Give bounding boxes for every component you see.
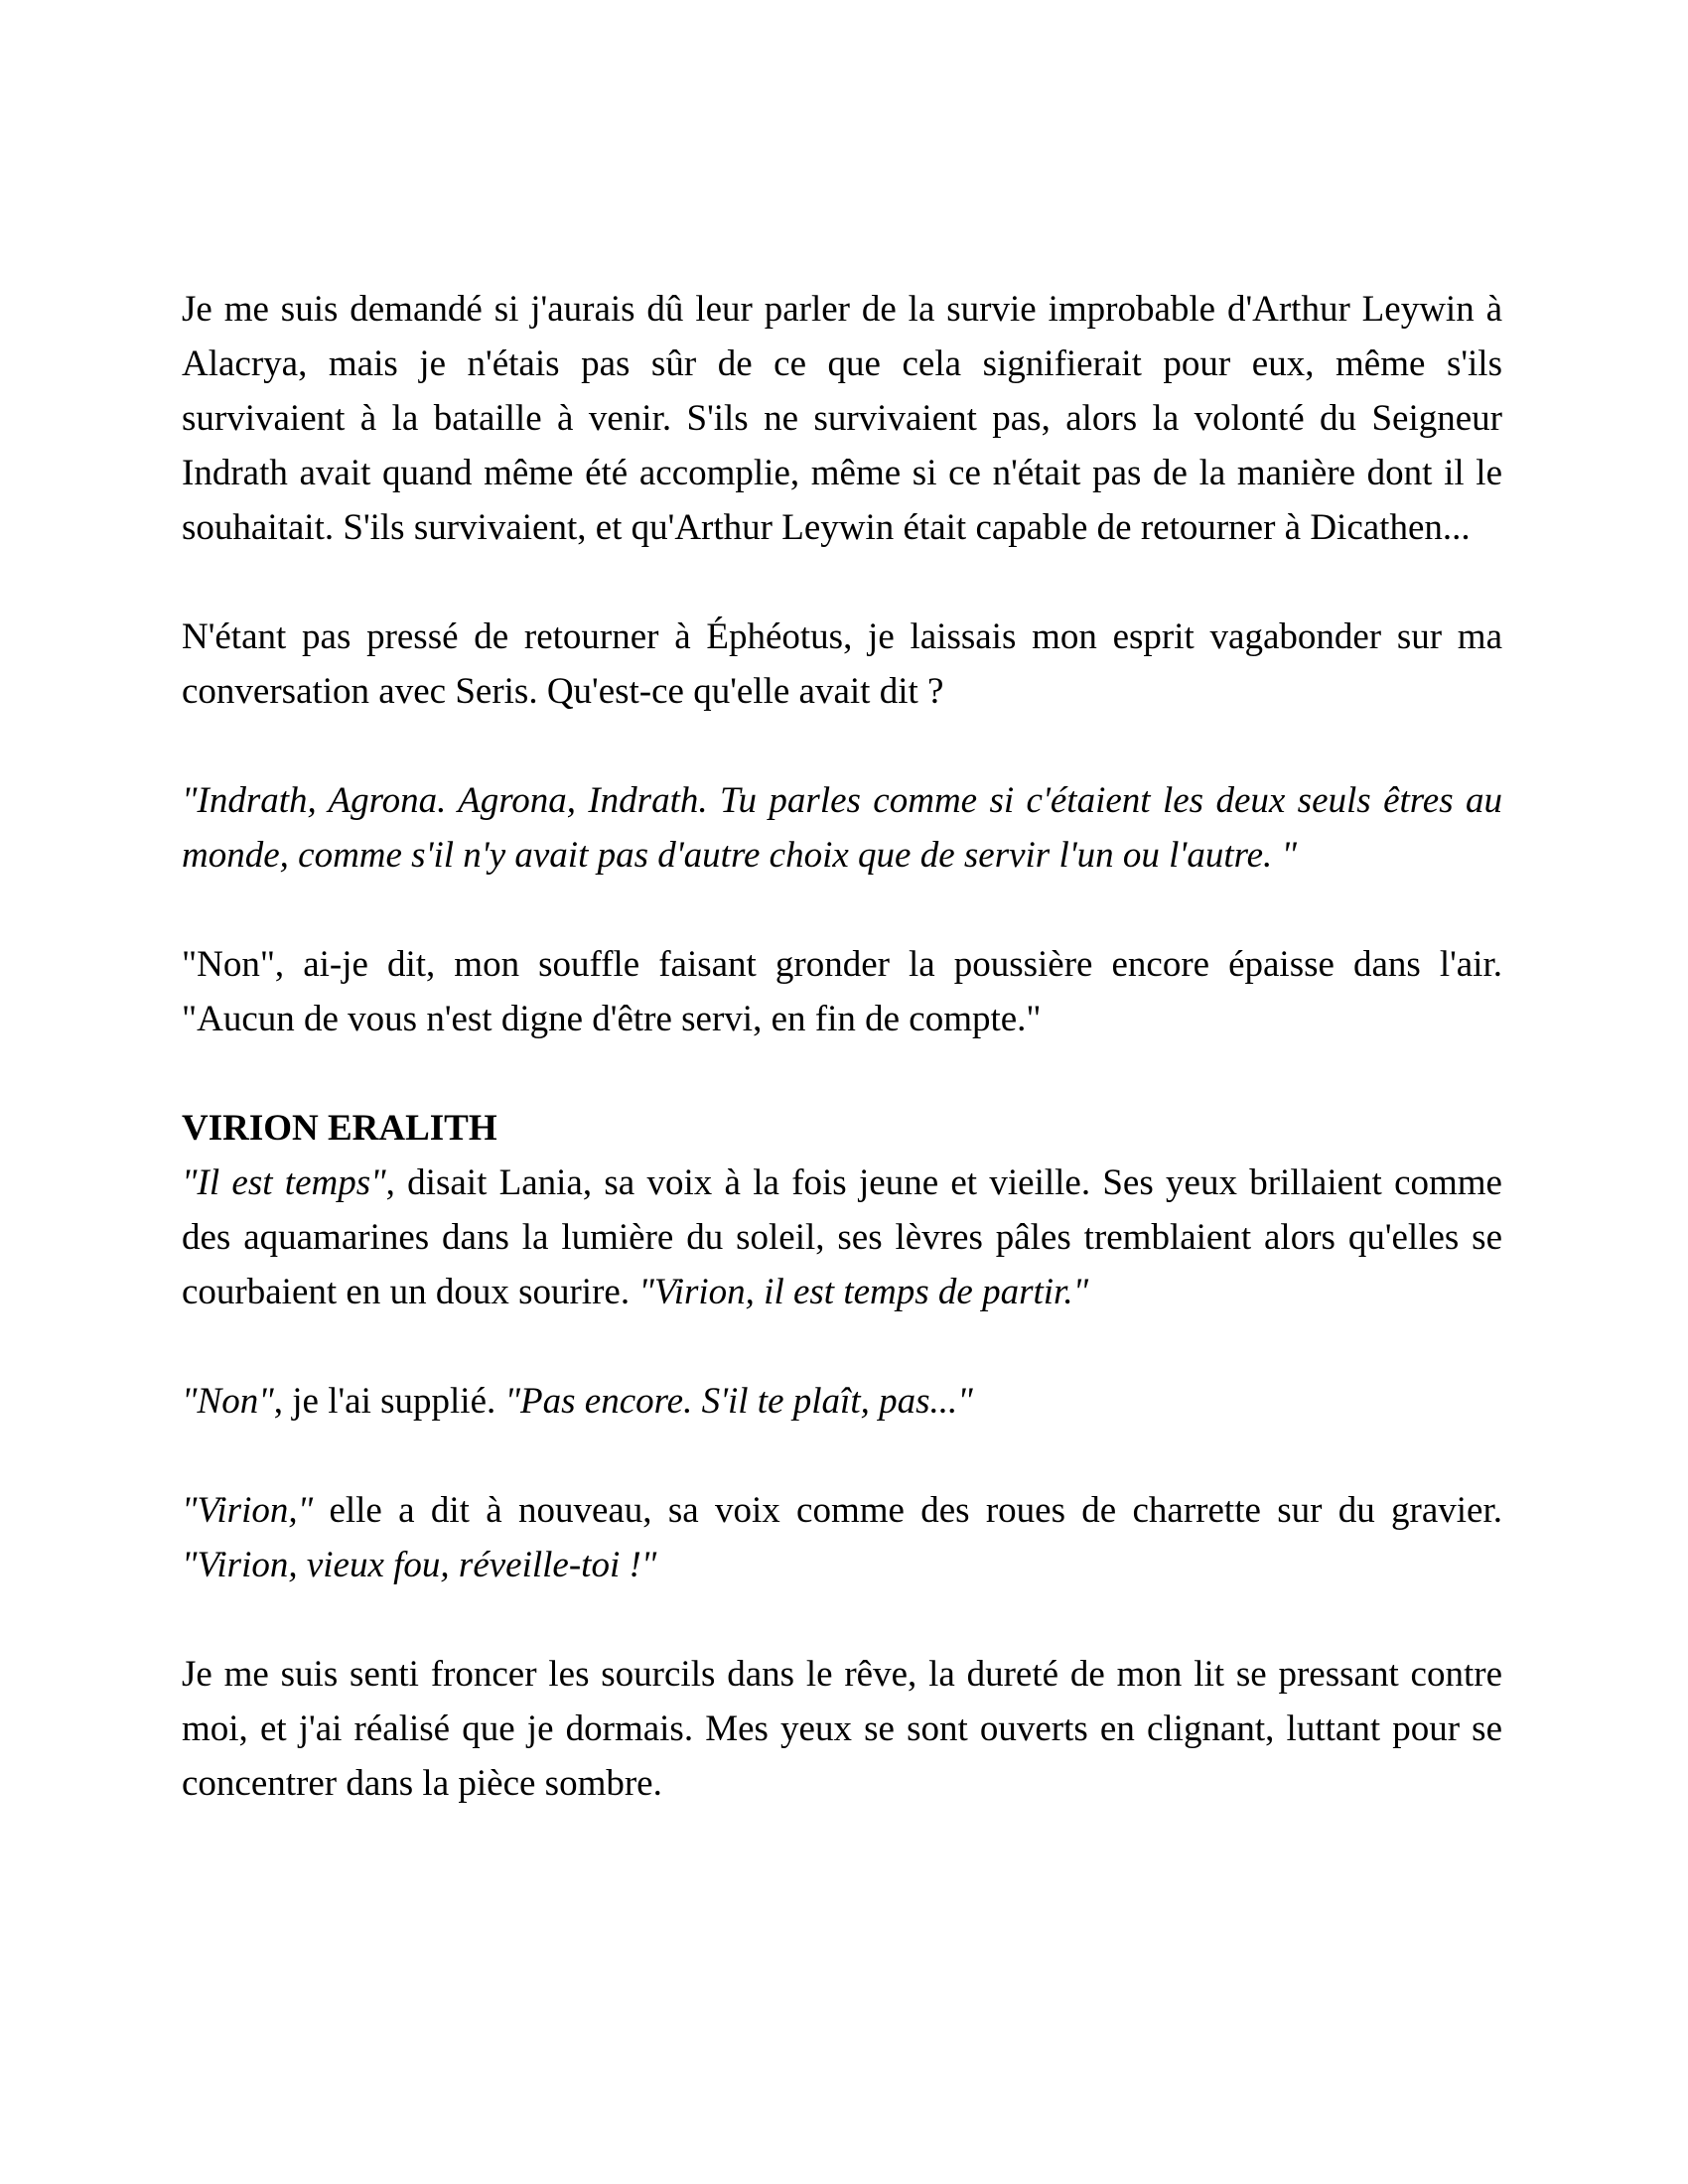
paragraph-epheotus [182, 610, 1502, 719]
section-heading: VIRION ERALITH [182, 1108, 497, 1149]
paragraph-text: N'étant pas pressé de retourner à Éphéotus, je laissais mon esprit vagabonder sur ma conversation avec Seris. Qu'est-ce qu'elle avait dit ? [182, 616, 1502, 712]
quote-text: "Il est temps" [182, 1162, 386, 1203]
paragraph-text: "Non", ai-je dit, mon souffle faisant gronder la poussière encore épaisse dans l'air. "Aucun de vous n'est digne d'être servi, en fin de compte." [182, 944, 1502, 1039]
paragraph-text: , disait Lania, sa voix à la fois jeune et vieille. Ses yeux brillaient comme des aquamarines dans la lumière du soleil, ses lèvres pâles tremblaient alors qu'elles se courbaient en un doux sourire. [182, 1162, 1502, 1312]
paragraph-text: Je me suis demandé si j'aurais dû leur parler de la survie improbable d'Arthur Leywin à Alacrya, mais je n'étais pas sûr de ce que cela signifierait pour eux, même s'ils survivaient à la bataille à venir. S'ils ne survivaient pas, alors la volonté du Seigneur Indrath avait quand même été accomplie, même si ce n'était pas de la manière dont il le souhaitait. S'ils survivaient, et qu'Arthur Leywin était capable de retourner à Dicathen... [182, 289, 1502, 548]
quote-text: "Indrath, Agrona. Agrona, Indrath. Tu parles comme si c'étaient les deux seuls êtres au monde, comme s'il n'y avait pas d'autre choix que de servir l'un ou l'autre. " [182, 780, 1502, 876]
paragraph-seris-quote [182, 773, 1502, 883]
paragraph-text: Je me suis senti froncer les sourcils dans le rêve, la dureté de mon lit se pressant contre moi, et j'ai réalisé que je dormais. Mes yeux se sont ouverts en clignant, luttant pour se concentrer dans la pièce sombre. [182, 1654, 1502, 1804]
paragraph-plea [182, 1374, 1502, 1429]
paragraph-arthur-survival [182, 282, 1502, 555]
quote-text: "Virion, vieux fou, réveille-toi !" [182, 1545, 657, 1585]
paragraph-wake-up [182, 1483, 1502, 1592]
paragraph-awakening [182, 1647, 1502, 1811]
paragraph-text: elle a dit à nouveau, sa voix comme des roues de charrette sur du gravier. [313, 1490, 1502, 1531]
document-page [182, 282, 1502, 1811]
paragraph-lania [182, 1156, 1502, 1319]
paragraph-non-reply [182, 937, 1502, 1046]
quote-text: "Virion, il est temps de partir." [638, 1272, 1089, 1312]
quote-text: "Pas encore. S'il te plaît, pas..." [504, 1381, 973, 1422]
quote-text: "Non" [182, 1381, 274, 1422]
quote-text: "Virion," [182, 1490, 314, 1531]
paragraph-text: , je l'ai supplié. [273, 1381, 505, 1422]
